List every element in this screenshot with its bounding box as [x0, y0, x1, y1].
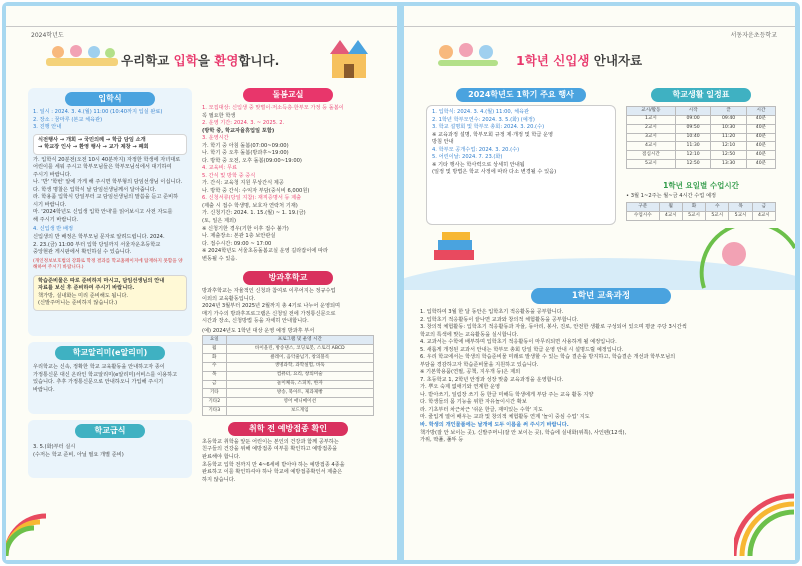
events-body	[426, 105, 616, 225]
supplies-line: 책가방, 실내화는 미리 준비해도 됩니다.	[38, 292, 129, 299]
table-caption: (예) 2024년도 1학년 대상 운영 예정 방과후 부서	[202, 327, 315, 334]
timetable-cell: 12:10	[675, 151, 711, 160]
curriculum-line: 4. 교과서는 수학에 배부하며 입학초기 적응활동이 마무리되면 사용하게 될 예정입니다.	[420, 339, 617, 346]
right-page	[404, 6, 795, 560]
weekly-cell: 4교시	[659, 212, 682, 221]
care-line: 다. 방학 중 오전, 오후 돌봄(09:00~19:00)	[202, 157, 302, 164]
timetable-cell: 40분	[746, 151, 775, 160]
table-head: 요일	[203, 336, 227, 345]
curriculum-line: 가위, 딱풀, 풀뚜 등	[420, 437, 464, 444]
note-line: 가. 입학식 20분전(오전 10시 40분까지) 자정한 학생에 자녀대로	[33, 156, 181, 163]
alimi-title: 학교알리미(e알리미)	[55, 346, 165, 360]
event-line: ※ 기타 행사는 학사력으로 상세히 안내됨	[432, 161, 525, 168]
care-line: 가. 학기 중 아침 돌봄(07:00~09:00)	[202, 142, 289, 149]
timetable-cell: 40분	[746, 133, 775, 142]
timetable-cell: 점심시간	[627, 151, 676, 160]
curriculum-line: 부담을 경감하고자 학습준비물을 지원하고 있습니다.	[420, 361, 539, 368]
note-line: 나. '반' '학번' 알에 가게 해 주시면 학부형의 담임선생님 이십니다.	[33, 179, 183, 186]
vacc-line: 초등학교 취학을 앞둔 어린이는 본인의 건강과 함께 공부하는	[202, 438, 339, 445]
timetable-cell: 09:50	[675, 124, 711, 133]
meal-title: 학교급식	[75, 424, 145, 438]
after-school-title: 방과후학교	[243, 271, 333, 285]
curriculum-body	[416, 309, 786, 445]
alimi-line: 있습니다. 추후 가정통신문으로 안내하오니 가입해 주시기	[33, 379, 164, 386]
meal-line: (수저는 학교 준비, 아닐 필요 개별 준비)	[33, 451, 124, 458]
after-line: 이외의 교육활동입니다.	[202, 295, 256, 302]
timetable-cell: 40분	[746, 142, 775, 151]
table-cell: 목	[203, 371, 227, 380]
timetable-cell: 3교시	[627, 133, 676, 142]
table-cell: 영어 애니메이션	[226, 398, 373, 407]
after-line: 시간과 장소, 신청방법 등을 자세히 안내합니다.	[202, 318, 309, 325]
admission-title: 입학식	[65, 92, 155, 106]
curriculum-line: 나. 받아쓰기, 일림장 쓰기 등 한글 미해득 학생에게 부담 주는 교육 활동 지양	[420, 391, 594, 398]
weekly-head: 월	[659, 203, 682, 212]
year-label: 2024학년도	[31, 32, 64, 39]
curriculum-line: 1. 입학하여 3월 한 달 동안은 입학초기 적응활동을 공부합니다.	[420, 309, 564, 315]
docs-line: 신입생의 반 배정은 학부모님 문자로 알려드립니다. 2024.	[33, 233, 165, 240]
table-cell: 클레이, 음악줄넘기, 창의블록	[226, 354, 373, 363]
weekly-head: 구분	[627, 203, 660, 212]
care-line: ※ 신청기한 경우(기한 이후 접수 불가)	[202, 225, 289, 232]
event-line: 1. 입학식: 2024. 3. 4.(월) 11:00, 체육관	[432, 109, 530, 115]
timetable-cell: 12:50	[675, 160, 711, 169]
curriculum-line: 3. 창의적 체험활동: 입학초기 적응활동과 자율, 동아리, 봉사, 진로, 안전한 생활로 구성되어 있으며 평균 주당 3시간씩	[420, 324, 687, 331]
care-line: ※ 2024학년도 서울초등돌봄교실 운영 길라잡이에 따라	[202, 248, 329, 255]
event-line: ※ 교육과정 설명, 학부모회 규정 제·개정 및 학급 운영	[432, 131, 554, 138]
order-line: 식전행사 → 개회 → 국민의례 → 학급 담임 소개	[38, 136, 146, 143]
docs-line: 2. 23.(금) 11:00 부터 입학 당일까지 서울자운초등학교	[33, 241, 161, 248]
children-illustration	[46, 42, 118, 68]
left-page	[6, 6, 397, 560]
table-cell: 월	[203, 345, 227, 354]
care-line: 나. 학기 중 오후 돌봄(방과후~19:00)	[202, 150, 289, 157]
alimi-line: 바랍니다.	[33, 386, 55, 393]
column-admission	[28, 88, 192, 478]
table-cell: 기타3	[203, 407, 227, 416]
supplies-line: 자료를 보신 후 준비하여 주시기 바랍니다.	[38, 285, 135, 292]
note-line: 주시기 바랍니다.	[33, 171, 72, 178]
weekly-table	[626, 202, 776, 221]
table-cell: 바이올린, 방송댄스, 코딩로봇, 스토리 ABCD	[226, 345, 373, 354]
event-line: 4. 학부모 공개수업: 2024. 3. 20.(수)	[432, 146, 520, 153]
privacy-note: (개인정보보호법의 강화로 학정 결과를 학교홈페이지에 탑재하지 못함을 양해하여 주시기 바랍니다.)	[33, 258, 183, 271]
after-line: 매기 가수의 방과후프로그램은 신청일 전에 가정통신문으로	[202, 310, 336, 317]
care-line: 3. 운영시간	[202, 135, 229, 142]
timetable-cell: 13:30	[711, 160, 747, 169]
kids-illustration	[434, 40, 504, 70]
after-school-table	[202, 335, 374, 416]
timetable-cell: 40분	[746, 160, 775, 169]
table-cell: 보드게임	[226, 407, 373, 416]
admission-notes	[33, 157, 187, 225]
timetable-head: 시작	[675, 107, 711, 116]
supplies-box	[33, 275, 187, 311]
care-line: 나. 제출장소: 본관 1층 보안관실	[202, 233, 276, 240]
table-cell: 놀이체육, 스피치, 한자	[226, 380, 373, 389]
column-care	[202, 88, 374, 484]
weekly-head: 금	[752, 203, 775, 212]
care-title: 돌봄교실	[243, 88, 333, 102]
class-assignment	[33, 226, 187, 256]
alimi-line: 우리학교는 신속, 정확한 학교 교육활동을 안내하고자 종이	[33, 364, 165, 370]
timetable-cell: 40분	[746, 124, 775, 133]
vacc-line: 초등학교 입학 전까지 만 4~6세에 받아야 하는 예방접종 4종을	[202, 461, 345, 468]
table-cell: 수	[203, 362, 227, 371]
weekly-sub: • 3월 1~2주는 월~금 4시간 수업 예정	[626, 192, 716, 199]
note-line: 해 주시기 바랍니다.	[33, 216, 79, 223]
vacc-line: 하지 않습니다.	[202, 476, 236, 483]
event-line: 방침 안내	[432, 139, 454, 146]
timetable-cell: 40분	[746, 115, 775, 124]
curriculum-line: 라. 기초부터 차근차근 '쉬운 한글, 재미있는 수학' 지도	[420, 406, 543, 413]
weekly-head: 화	[682, 203, 705, 212]
care-line: 다. 접수시간: 09:00 ~ 17:00	[202, 240, 272, 247]
after-line: 2024년 3월부터 2025년 2월까지 총 4기로 나누어 운영되며	[202, 303, 341, 310]
weekly-cell: 수업시수	[627, 212, 660, 221]
care-line: 꼭 필요한 학생	[202, 112, 236, 119]
docs-line: 중앙현관 게시판에서 확인하실 수 있습니다.	[33, 249, 132, 256]
note-line: 시기 바랍니다.	[33, 201, 67, 208]
column-curriculum	[416, 288, 786, 445]
table-cell: 기타	[203, 389, 227, 398]
care-body	[202, 105, 374, 263]
note-line: 마. '2024학년도 신입생 입학 안내'를 읽어보시고 사전 자도를	[33, 209, 173, 216]
vacc-line: 친구들의 건강을 위해 예방접종 여부를 확인하고 예방접종을	[202, 446, 338, 453]
timetable-cell: 10:30	[711, 124, 747, 133]
timetable	[626, 106, 776, 169]
curriculum-line: 학교의 특색에 맞는 교육활동을 실시합니다.	[420, 331, 519, 338]
timetable-cell: 4교시	[627, 142, 676, 151]
column-timetable	[626, 88, 776, 221]
curriculum-line: 5. 새롭게 개정된 교과서 안내는 학부모 총회 당일 학급 운영 안내 시 설명드릴 예정입니다.	[420, 346, 624, 353]
table-cell: 생명과학, 과학실험, 바둑	[226, 362, 373, 371]
timetable-cell: 11:30	[675, 142, 711, 151]
table-cell: 화	[203, 354, 227, 363]
left-main-title: 우리학교 입학을 환영합니다.	[121, 53, 280, 68]
events-title: 2024학년도 1학기 주요 행사	[456, 88, 586, 102]
alimi-panel	[28, 342, 192, 414]
top-rule	[404, 26, 795, 27]
table-cell: 금	[203, 380, 227, 389]
curriculum-line: 가. 뿌오 숙제 없애기와 연계한 운영	[420, 384, 501, 391]
right-main-title: 1학년 신입생 안내자료	[516, 53, 643, 68]
timetable-cell: 11:20	[711, 133, 747, 142]
rainbow-illustration	[734, 476, 795, 556]
weekly-cell: 5교시	[729, 212, 752, 221]
care-line: (제출 시 접수 학생명, 보호자 연락처 기재)	[202, 202, 298, 209]
curriculum-line: 바. 학생의 개인물품에는 날개에 도두 이름을 써 주시기 바랍니다.	[420, 421, 569, 428]
timetable-head: 끝	[711, 107, 747, 116]
timetable-cell: 12:50	[711, 151, 747, 160]
curriculum-line: 마. 줄입게 열어 배우는 교과 및 창의적 체험활동 연계 '놀이 중심 수업' 지도	[420, 414, 590, 421]
supplies-line: 학습준비물은 따로 준비하지 마시고, 담임선생님의 안내	[38, 277, 165, 284]
weekly-title: 1학년 요일별 수업시간	[663, 180, 739, 190]
care-line: 가. 신청기간: 2024. 1. 15.(월) ~ 1. 19.(금)	[202, 210, 306, 217]
table-cell: 방송, 북아트, 제과제빵	[226, 389, 373, 398]
care-line: 4. 교육비: 무료	[202, 165, 238, 172]
castle-illustration	[324, 36, 374, 80]
school-label: 서동자운초등학교	[730, 32, 777, 39]
care-line: (토, 일은 제외)	[202, 217, 237, 224]
vaccination-body	[202, 439, 374, 484]
alimi-line: 가정통신문 대신 온라인 학교알리미(e알리미)서비스를 이용하고	[33, 371, 178, 378]
timetable-head: 교시/활동	[627, 107, 676, 116]
curriculum-title: 1학년 교육과정	[531, 288, 671, 304]
event-line: 5. 어린이날: 2024. 7. 23.(화)	[432, 154, 503, 161]
curriculum-line: 7. 초등학교 1, 2학년 안정과 성장 맞춤 교육과정을 운영합니다.	[420, 376, 564, 383]
curriculum-line: 2. 입학초기 적응활동이 끝나면 교과와 창의적 체험활동을 공부합니다.	[420, 316, 579, 323]
event-line: (일정 및 방법은 학교 사정에 따라 다소 변경될 수 있음)	[432, 169, 557, 176]
vaccination-title: 취학 전 예방접종 확인	[228, 422, 348, 436]
timetable-cell: 2교시	[627, 124, 676, 133]
note-line: 어린이를 세워 주시고 학부모님들은 학부모님석에서 대기하여	[33, 164, 172, 171]
table-cell: 컴퓨터, 요리, 창의미술	[226, 371, 373, 380]
meal-line: 3. 5.(화)부터 실시	[33, 444, 76, 450]
weekly-head: 목	[729, 203, 752, 212]
top-rule	[6, 26, 397, 27]
timetable-head: 시간	[746, 107, 775, 116]
order-line: → 학교장 인사 → 환영 행사 → 교가 제창 → 폐회	[38, 144, 149, 151]
column-events	[426, 88, 616, 225]
timetable-cell: 09:00	[675, 115, 711, 124]
table-head: 프로그램 및 운영 시간	[226, 336, 373, 345]
care-line: 변동될 수 있음.	[202, 255, 238, 262]
docs-line: 4. 신입생 반 배정	[33, 226, 73, 233]
event-line: 2. 1학년 학부모연수: 2024. 3. 5.(화) (예정)	[432, 116, 535, 123]
care-line: (방학 중, 학교자율휴업일 포함)	[202, 127, 275, 134]
timetable-cell: 12:10	[711, 142, 747, 151]
care-line: 2. 운영 기간: 2024. 3. ~ 2025. 2.	[202, 120, 285, 127]
note-line: 라. 학용품 입학식 당일부터 교 담임선생님의 말씀을 듣고 준비하	[33, 194, 179, 201]
care-line: 1. 모집대상: 신입생 중 맞벌이·저소득층·한부모 가정 등 돌봄이	[202, 105, 344, 111]
timetable-cell: 10:40	[675, 133, 711, 142]
care-line: 나. 방학 중 간식: 수익자 부담(중식비 6,000원)	[202, 187, 310, 194]
after-school-body	[202, 288, 374, 326]
timetable-cell: 5교시	[627, 160, 676, 169]
supplies-line: (신발주머니는 준비하지 않습니다.)	[38, 300, 118, 307]
care-line: 5. 간식 및 방학 중 중식	[202, 172, 256, 179]
timetable-cell: 09:40	[711, 115, 747, 124]
rainbow-illustration	[6, 476, 46, 556]
admission-panel	[28, 88, 192, 336]
weekly-cell: 4교시	[752, 212, 775, 221]
event-line: 3. 학교 설명회 및 학부모 총회: 2024. 3. 20.(수)	[432, 124, 545, 131]
meal-panel	[28, 420, 192, 478]
weekly-cell: 5교시	[706, 212, 729, 221]
after-line: 방과후학교는 자율적인 신청과 참여로 이루어지는 정규수업	[202, 288, 336, 295]
weekly-head: 수	[706, 203, 729, 212]
vacc-line: 완료하고 이를 확인하셔야 하나 학교에 예방접종확인서 제출은	[202, 469, 343, 476]
admission-line: 1. 일시 : 2024. 3. 4.(월) 11:00 (10:40까지 입실 완료)	[33, 109, 163, 115]
care-line: 가. 간식: 교육청 지원 무상간식 제공	[202, 180, 284, 187]
curriculum-line: 다. 학생들의 몸 기능을 위한 자유놀이시간 확보	[420, 399, 527, 406]
ceremony-order-box	[33, 134, 187, 155]
weekly-cell: 5교시	[682, 212, 705, 221]
timetable-cell: 1교시	[627, 115, 676, 124]
curriculum-line: 책가방(잘 안 보이는 곳), 신발주머니(잘 안 보이는 곳), 학습에 실내화(위쪽), 사인펜(12색),	[420, 429, 627, 436]
curriculum-line: ※ 기본학용품(연필, 공책, 지우개 등)은 제외	[420, 369, 521, 376]
hill-illustration	[404, 228, 795, 290]
note-line: 다. 학생 명찰은 입학식 날 담임선생님께서 달아줍니다.	[33, 186, 157, 193]
timetable-title: 학교생활 일정표	[651, 88, 751, 102]
care-line: 6. 신청서류(당일 지참): 재직증명서 등 제출	[202, 195, 302, 202]
curriculum-line: 6. 우리 학교에서는 학생의 학습준비물 미래로 발생할 수 있는 학습 결손을 방지하고, 학습결손 개선과 학부모님의	[420, 354, 676, 361]
admission-line: 3. 진행 안내	[33, 124, 62, 131]
admission-line: 2. 장소 : 꿈마루 (본교 체육관)	[33, 116, 103, 123]
vacc-line: 완료해야 합니다.	[202, 454, 241, 460]
table-cell: 기타2	[203, 398, 227, 407]
